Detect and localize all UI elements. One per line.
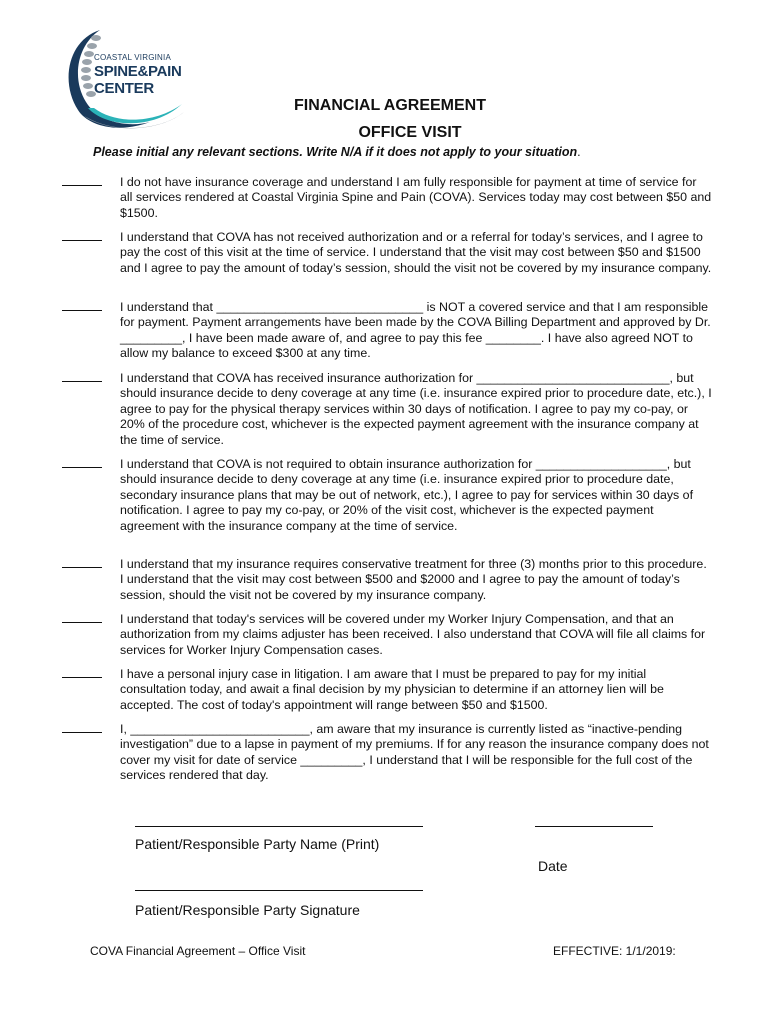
date-line[interactable] [535,826,653,827]
initial-blank-6[interactable] [62,567,102,568]
logo-wordmark [94,54,182,96]
initial-blank-4[interactable] [62,381,102,382]
agreement-text-3: I understand that ______________________________ is NOT a covered service and that I am responsible for payment. Payment arrangements have been made by the COVA Billing Department and approved by Dr. _________, I have been made aware of, and agree to pay this fee ________. I have also agreed NOT to allow my balance to exceed $300 at any time. [120,300,711,361]
agreement-item-1 [62,175,712,221]
instruction-main: Please initial any relevant sections. Write N/A if it does not apply to your situation [93,145,578,159]
agreement-item-7 [62,612,712,658]
logo-line-coastal-virginia: COASTAL VIRGINIA [94,53,171,62]
agreement-item-4 [62,371,712,448]
agreement-text-5: I understand that COVA is not required to obtain insurance authorization for ___________________, but should insurance decide to deny coverage at any time (i.e. insurance expired prior to procedure date, secondary insurance plans that may be out of network, etc.), I agree to pay for services within 30 days of notification. I agree to pay my co-pay, or 20% of the visit cost, whichever is the expected payment agreement with the insurance company at the time of service. [120,457,694,533]
document-subtitle: OFFICE VISIT [358,124,462,141]
document-title: FINANCIAL AGREEMENT [294,97,486,114]
initial-blank-3[interactable] [62,310,102,311]
initial-blank-9[interactable] [62,732,102,733]
initial-blank-7[interactable] [62,622,102,623]
agreement-text-8: I have a personal injury case in litigation. I am aware that I must be prepared to pay for my initial consultation today, and await a final decision by my physician to determine if an attorney lien will be accepted. The cost of today's appointment will range between $50 and $1500. [120,667,664,712]
agreement-item-3 [62,300,712,362]
initial-blank-1[interactable] [62,185,102,186]
agreement-item-2 [62,230,712,276]
instruction-period: . [577,145,581,159]
instruction-text [93,145,581,159]
cova-logo [58,22,188,134]
name-print-label: Patient/Responsible Party Name (Print) [135,836,380,852]
agreement-text-2: I understand that COVA has not received authorization and or a referral for today’s services, and I agree to pay the cost of this visit at the time of service. I understand that the visit may cost between $50 and $1500 and I agree to pay the amount of today’s session, should the visit not be covered by my insurance company. [120,230,712,275]
signature-label: Patient/Responsible Party Signature [135,902,360,918]
footer-document-name: COVA Financial Agreement – Office Visit [90,944,306,958]
logo-line-center: CENTER [94,80,154,97]
agreement-text-9: I, __________________________, am aware that my insurance is currently listed as “inactive-pending investigation” due to a lapse in payment of my premiums. If for any reason the insurance company does not cover my visit for date of service _________, I understand that I will be responsible for the full cost of the services rendered that day. [120,722,709,783]
agreement-text-4: I understand that COVA has received insurance authorization for ____________________________, but should insurance decide to deny coverage at any time (i.e. insurance expired prior to procedure date, etc.), I agree to pay for the physical therapy services within 30 days of notification. I agree to pay my co-pay, or 20% of the procedure cost, whichever is the expected payment agreement with the insurance company at the time of service. [120,371,712,447]
signature-line[interactable] [135,890,423,891]
date-label: Date [538,858,568,874]
agreement-item-9 [62,722,712,784]
footer-effective-date: EFFECTIVE: 1/1/2019: [553,944,676,958]
initial-blank-8[interactable] [62,677,102,678]
agreement-text-7: I understand that today's services will be covered under my Worker Injury Compensation, and that an authorization from my claims adjuster has been received. I also understand that COVA will file all claims for services for Worker Injury Compensation cases. [120,612,706,657]
initial-blank-5[interactable] [62,467,102,468]
agreement-item-5 [62,457,712,534]
agreement-item-6 [62,557,712,603]
agreement-text-1: I do not have insurance coverage and understand I am fully responsible for payment at time of service for all services rendered at Coastal Virginia Spine and Pain (COVA). Services today may cost between $50 and $1500. [120,175,712,220]
initial-blank-2[interactable] [62,240,102,241]
name-print-line[interactable] [135,826,423,827]
agreement-item-8 [62,667,712,713]
logo-line-spine-pain: SPINE&PAIN [94,63,182,80]
agreement-text-6: I understand that my insurance requires conservative treatment for three (3) months prior to this procedure. I understand that the visit may cost between $500 and $2000 and I agree to pay the amount of today’s session, should the visit not be covered by my insurance company. [120,557,707,602]
